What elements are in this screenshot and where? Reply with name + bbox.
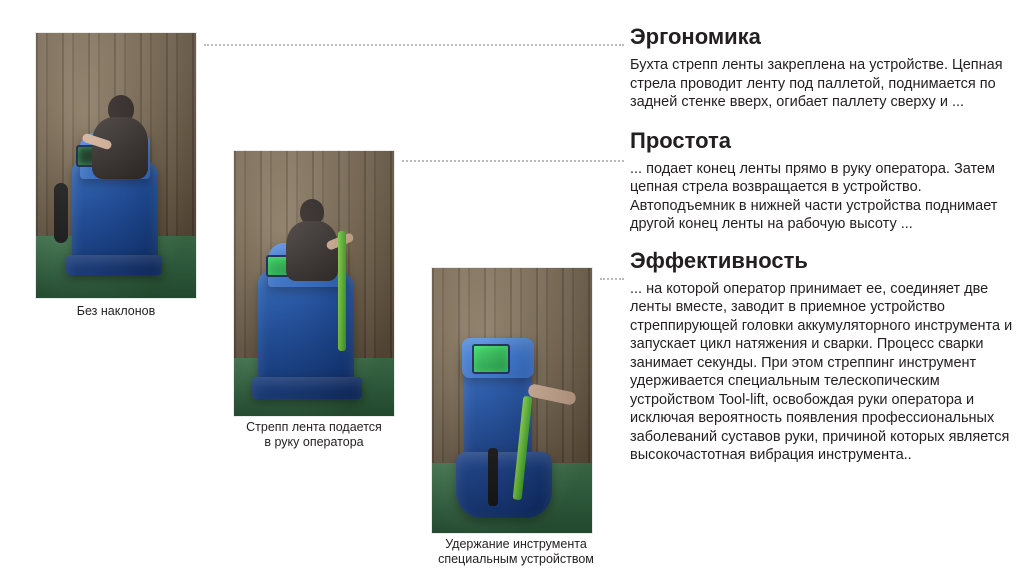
operator-body-2 xyxy=(286,221,338,281)
photo-caption-3-line2: специальным устройством xyxy=(438,552,594,566)
tool-lift-arm xyxy=(488,448,498,506)
machine-lower-unit-3 xyxy=(456,452,552,518)
section-ergonomics xyxy=(630,24,1016,112)
section-simplicity-body: ... подает конец ленты прямо в руку оператора. Затем цепная стрела возвращается в устройство. Автоподъемник в нижней части устройства поднимает другой конец ленты на рабочую высоту ... xyxy=(630,160,998,232)
machine-base xyxy=(66,255,162,275)
photo-panel-3 xyxy=(432,268,592,533)
photo-panel-1 xyxy=(36,33,196,298)
photo-caption-2-line1: Стрепп лента подается xyxy=(246,420,382,434)
photo-caption-2-line2: в руку оператора xyxy=(264,435,364,449)
text-column xyxy=(630,24,1016,479)
section-simplicity-title: Простота xyxy=(630,127,732,153)
section-efficiency-body: ... на которой оператор принимает ее, соединяет две ленты вместе, заводит в приемное устройство стреппирующей головки аккумуляторного инструмента и запускает цикл натяжения и сварки. Процесс сварки занимает секунды. При этом стреппинг инструмент удерживается специальным телескопическим устройством Tool-lift, освобождая руки оператора и исключая вероятность появления профессиональных заболеваний суставов руки, причиной которых является высокочастотная вибрация инструмента.. xyxy=(630,280,1013,463)
cable-detail xyxy=(54,183,68,243)
section-efficiency-title: Эффективность xyxy=(630,247,808,273)
photo-caption-3-line1: Удержание инструмента xyxy=(445,537,587,551)
photo-caption-1 xyxy=(36,304,196,319)
section-ergonomics-body: Бухта стрепп ленты закреплена на устройстве. Цепная стрела проводит ленту под паллетой, поднимается по задней стенке вверх, огибает паллету сверху и ... xyxy=(630,57,1003,110)
operator-body xyxy=(92,117,148,179)
photo-caption-1-text: Без наклонов xyxy=(76,304,156,318)
photo-panel-2 xyxy=(234,151,394,416)
photo-caption-3 xyxy=(418,537,614,567)
section-ergonomics-title: Эргономика xyxy=(630,24,761,49)
leader-line-3 xyxy=(600,278,624,280)
strapping-tool-screen xyxy=(472,344,510,374)
leader-line-1 xyxy=(204,44,624,46)
section-efficiency xyxy=(630,248,1016,465)
machine-base-2 xyxy=(252,377,362,399)
leader-line-2 xyxy=(402,160,624,162)
strap-band-2 xyxy=(338,231,346,351)
photo-caption-2 xyxy=(222,420,406,450)
section-simplicity xyxy=(630,128,1016,234)
